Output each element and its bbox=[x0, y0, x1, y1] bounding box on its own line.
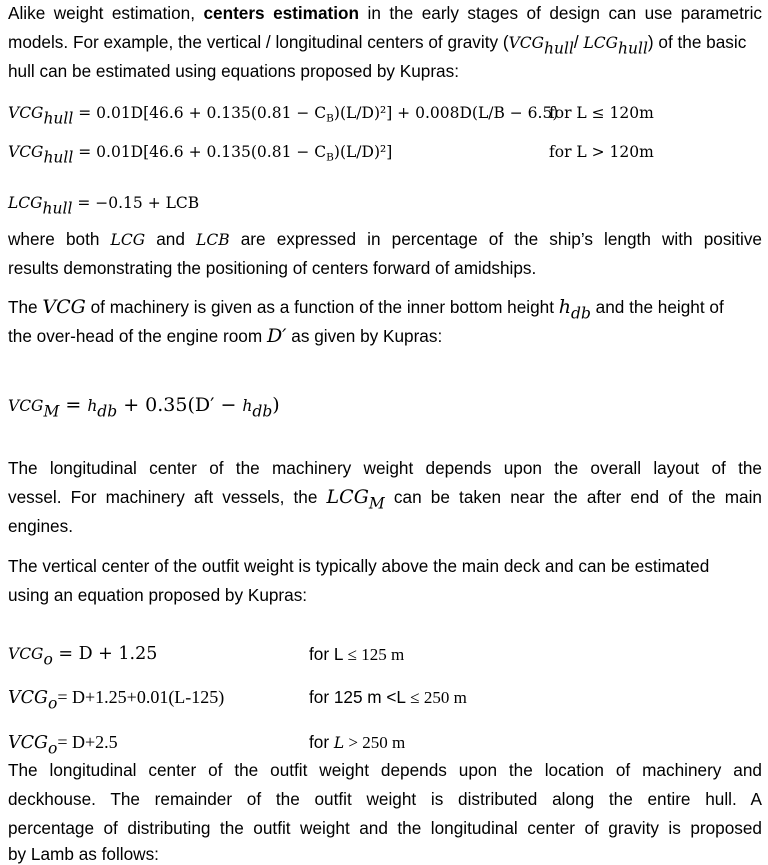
p5-line2: using an equation proposed by Kupras: bbox=[8, 585, 308, 605]
p3-line1: The VCG of machinery is given as a function of the inner bottom height $h_{db}$ and the height of bbox=[8, 296, 724, 323]
equation-vcg-outfit-2: $VCG_o= D+1.25+0.01(L-125)$ bbox=[8, 687, 225, 713]
condition-outfit-3: for L > 250 m bbox=[309, 732, 406, 752]
equation-lcg-hull: $LCG_{hull} = -0.15$ + LCB bbox=[8, 194, 200, 218]
p6-line2: deckhouse. The remainder of the outfit weight is distributed along the entire hull. A bbox=[8, 789, 762, 809]
p6-line3: percentage of distributing the outfit weight and the longitudinal center of gravity is proposed bbox=[8, 818, 762, 838]
p1-line2: models. For example, the vertical / longitudinal centers of gravity ($VCG_{hull}/$ $LCG_{hull}$) of the basic bbox=[8, 32, 747, 58]
p1-line3: hull can be estimated using equations proposed by Kupras: bbox=[8, 61, 459, 81]
p6-line1: The longitudinal center of the outfit weight depends upon the location of machinery and bbox=[8, 760, 762, 780]
p2-line2: results demonstrating the positioning of centers forward of amidships. bbox=[8, 258, 537, 278]
condition-short: for L ≤ 120m bbox=[549, 104, 654, 122]
p6-line4: by Lamb as follows: bbox=[8, 844, 159, 864]
equation-vcg-outfit-3: $VCG_o= D+2.5$ bbox=[8, 732, 118, 758]
p4-line3: engines. bbox=[8, 516, 73, 536]
condition-outfit-2: for 125 m <L ≤ 250 m bbox=[309, 687, 467, 707]
p2-line1: where both LCG and LCB are expressed in percentage of the ship’s length with positive bbox=[8, 229, 762, 249]
p1-line1: Alike weight estimation, centers estimation in the early stages of design can use parametric bbox=[8, 3, 762, 23]
equation-vcg-outfit-1: $VCG_o = D + 1.25$ bbox=[8, 644, 158, 669]
p5-line1: The vertical center of the outfit weight is typically above the main deck and can be estimated bbox=[8, 556, 710, 576]
p4-line2: vessel. For machinery aft vessels, the $LCG_M$ can be taken near the after end of the main bbox=[8, 486, 762, 513]
condition-long: for L > 120m bbox=[549, 143, 654, 161]
equation-vcg-hull-short: $VCG_{hull} = 0.01D[46.6 + 0.135(0.81 - C_B)(L/D)^2] + 0.008D(L/B - 6.5)$ bbox=[8, 104, 559, 128]
p4-line1: The longitudinal center of the machinery weight depends upon the overall layout of the bbox=[8, 458, 762, 478]
p3-line2: the over-head of the engine room D′ as given by Kupras: bbox=[8, 325, 443, 347]
condition-outfit-1: for L ≤ 125 m bbox=[309, 644, 405, 664]
equation-vcg-hull-long: $VCG_{hull} = 0.01D[46.6 + 0.135(0.81 - C_B)(L/D)^2]$ bbox=[8, 143, 393, 167]
equation-vcg-machinery: $VCG_M = h_{db} + 0.35(D' - h_{db})$ bbox=[8, 394, 280, 421]
bold-term: centers estimation bbox=[203, 3, 360, 23]
